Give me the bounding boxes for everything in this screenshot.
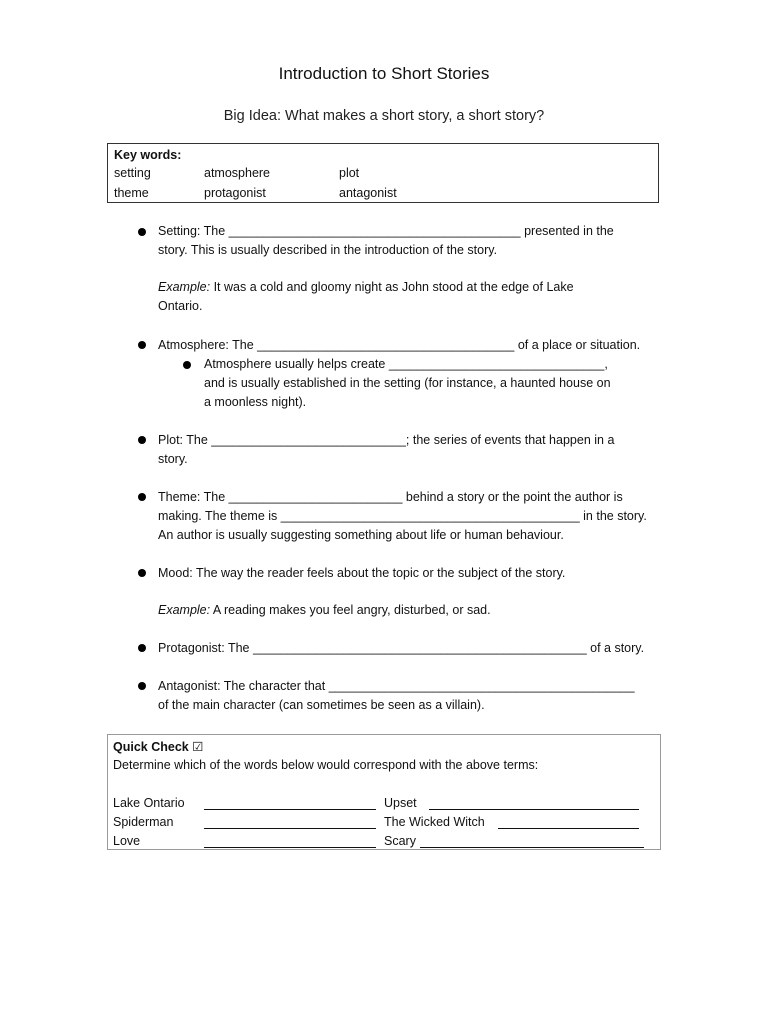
key-words-box xyxy=(107,143,659,203)
atmosphere-sub-line: and is usually established in the setting (for instance, a haunted house on xyxy=(204,376,611,390)
quick-check-label: Quick Check xyxy=(113,740,189,754)
mood-line: Mood: The way the reader feels about the topic or the subject of the story. xyxy=(158,566,566,580)
theme-line: Theme: The _________________________ behind a story or the point the author is xyxy=(158,490,623,504)
antagonist-line: of the main character (can sometimes be seen as a villain). xyxy=(158,698,485,712)
answer-blank[interactable] xyxy=(204,798,376,810)
antagonist-line: Antagonist: The character that ____________________________________________ xyxy=(158,679,635,693)
example-label: Example: xyxy=(158,603,211,617)
atmosphere-sub-line: Atmosphere usually helps create _______________________________, xyxy=(204,357,608,371)
bullet-icon xyxy=(138,493,146,501)
quick-check-instruction: Determine which of the words below would correspond with the above terms: xyxy=(113,758,539,772)
atmosphere-sub-line: a moonless night). xyxy=(204,395,307,409)
bullet-icon xyxy=(138,436,146,444)
mood-example xyxy=(158,601,565,620)
key-word: setting xyxy=(114,166,151,180)
key-word: atmosphere xyxy=(204,166,271,180)
answer-blank[interactable] xyxy=(498,817,639,829)
protagonist-item xyxy=(158,639,644,658)
theme-line: making. The theme is ___________________________________________ in the story. xyxy=(158,509,647,523)
quick-check-word: Upset xyxy=(384,796,417,810)
answer-blank[interactable] xyxy=(204,836,376,848)
bullet-icon xyxy=(138,644,146,652)
quick-check-word: Spiderman xyxy=(113,815,174,829)
setting-line: Setting: The __________________________________________ presented in the xyxy=(158,224,614,238)
protagonist-line: Protagonist: The ________________________________________________ of a story. xyxy=(158,641,645,655)
mood-item xyxy=(158,564,565,620)
quick-check-word: Scary xyxy=(384,834,416,848)
setting-item xyxy=(158,222,614,316)
answer-blank[interactable] xyxy=(204,817,376,829)
antagonist-item xyxy=(158,677,635,715)
atmosphere-sub-item xyxy=(204,355,611,412)
quick-check-title xyxy=(113,739,203,754)
bullet-icon xyxy=(183,361,191,369)
plot-line: story. xyxy=(158,452,188,466)
page-title: Introduction to Short Stories xyxy=(278,64,490,83)
example-text: A reading makes you feel angry, disturbed, or sad. xyxy=(210,603,491,617)
example-label: Example: xyxy=(158,280,211,294)
key-word: protagonist xyxy=(204,186,266,200)
theme-item xyxy=(158,488,647,545)
answer-blank[interactable] xyxy=(429,798,639,810)
bullet-icon xyxy=(138,682,146,690)
theme-line: An author is usually suggesting something about life or human behaviour. xyxy=(158,528,564,542)
quick-check-box xyxy=(107,734,661,850)
bullet-icon xyxy=(138,569,146,577)
quick-check-word: Lake Ontario xyxy=(113,796,185,810)
plot-item xyxy=(158,431,614,469)
setting-example xyxy=(158,278,614,297)
setting-line: story. This is usually described in the introduction of the story. xyxy=(158,243,498,257)
quick-check-word: The Wicked Witch xyxy=(384,815,485,829)
big-idea: Big Idea: What makes a short story, a short story? xyxy=(223,108,545,124)
key-word: antagonist xyxy=(339,186,397,200)
key-word: theme xyxy=(114,186,149,200)
checkbox-icon: ☑ xyxy=(192,740,204,754)
quick-check-word: Love xyxy=(113,834,141,848)
key-words-label: Key words: xyxy=(114,148,182,162)
key-word: plot xyxy=(339,166,360,180)
bullet-icon xyxy=(138,341,146,349)
atmosphere-line: Atmosphere: The _____________________________________ of a place or situation. xyxy=(158,338,641,352)
answer-blank[interactable] xyxy=(420,836,644,848)
bullet-icon xyxy=(138,228,146,236)
example-text: It was a cold and gloomy night as John stood at the edge of Lake xyxy=(210,280,574,294)
plot-line: Plot: The ____________________________; the series of events that happen in a xyxy=(158,433,615,447)
atmosphere-item xyxy=(158,336,640,355)
setting-example-line: Ontario. xyxy=(158,299,203,313)
